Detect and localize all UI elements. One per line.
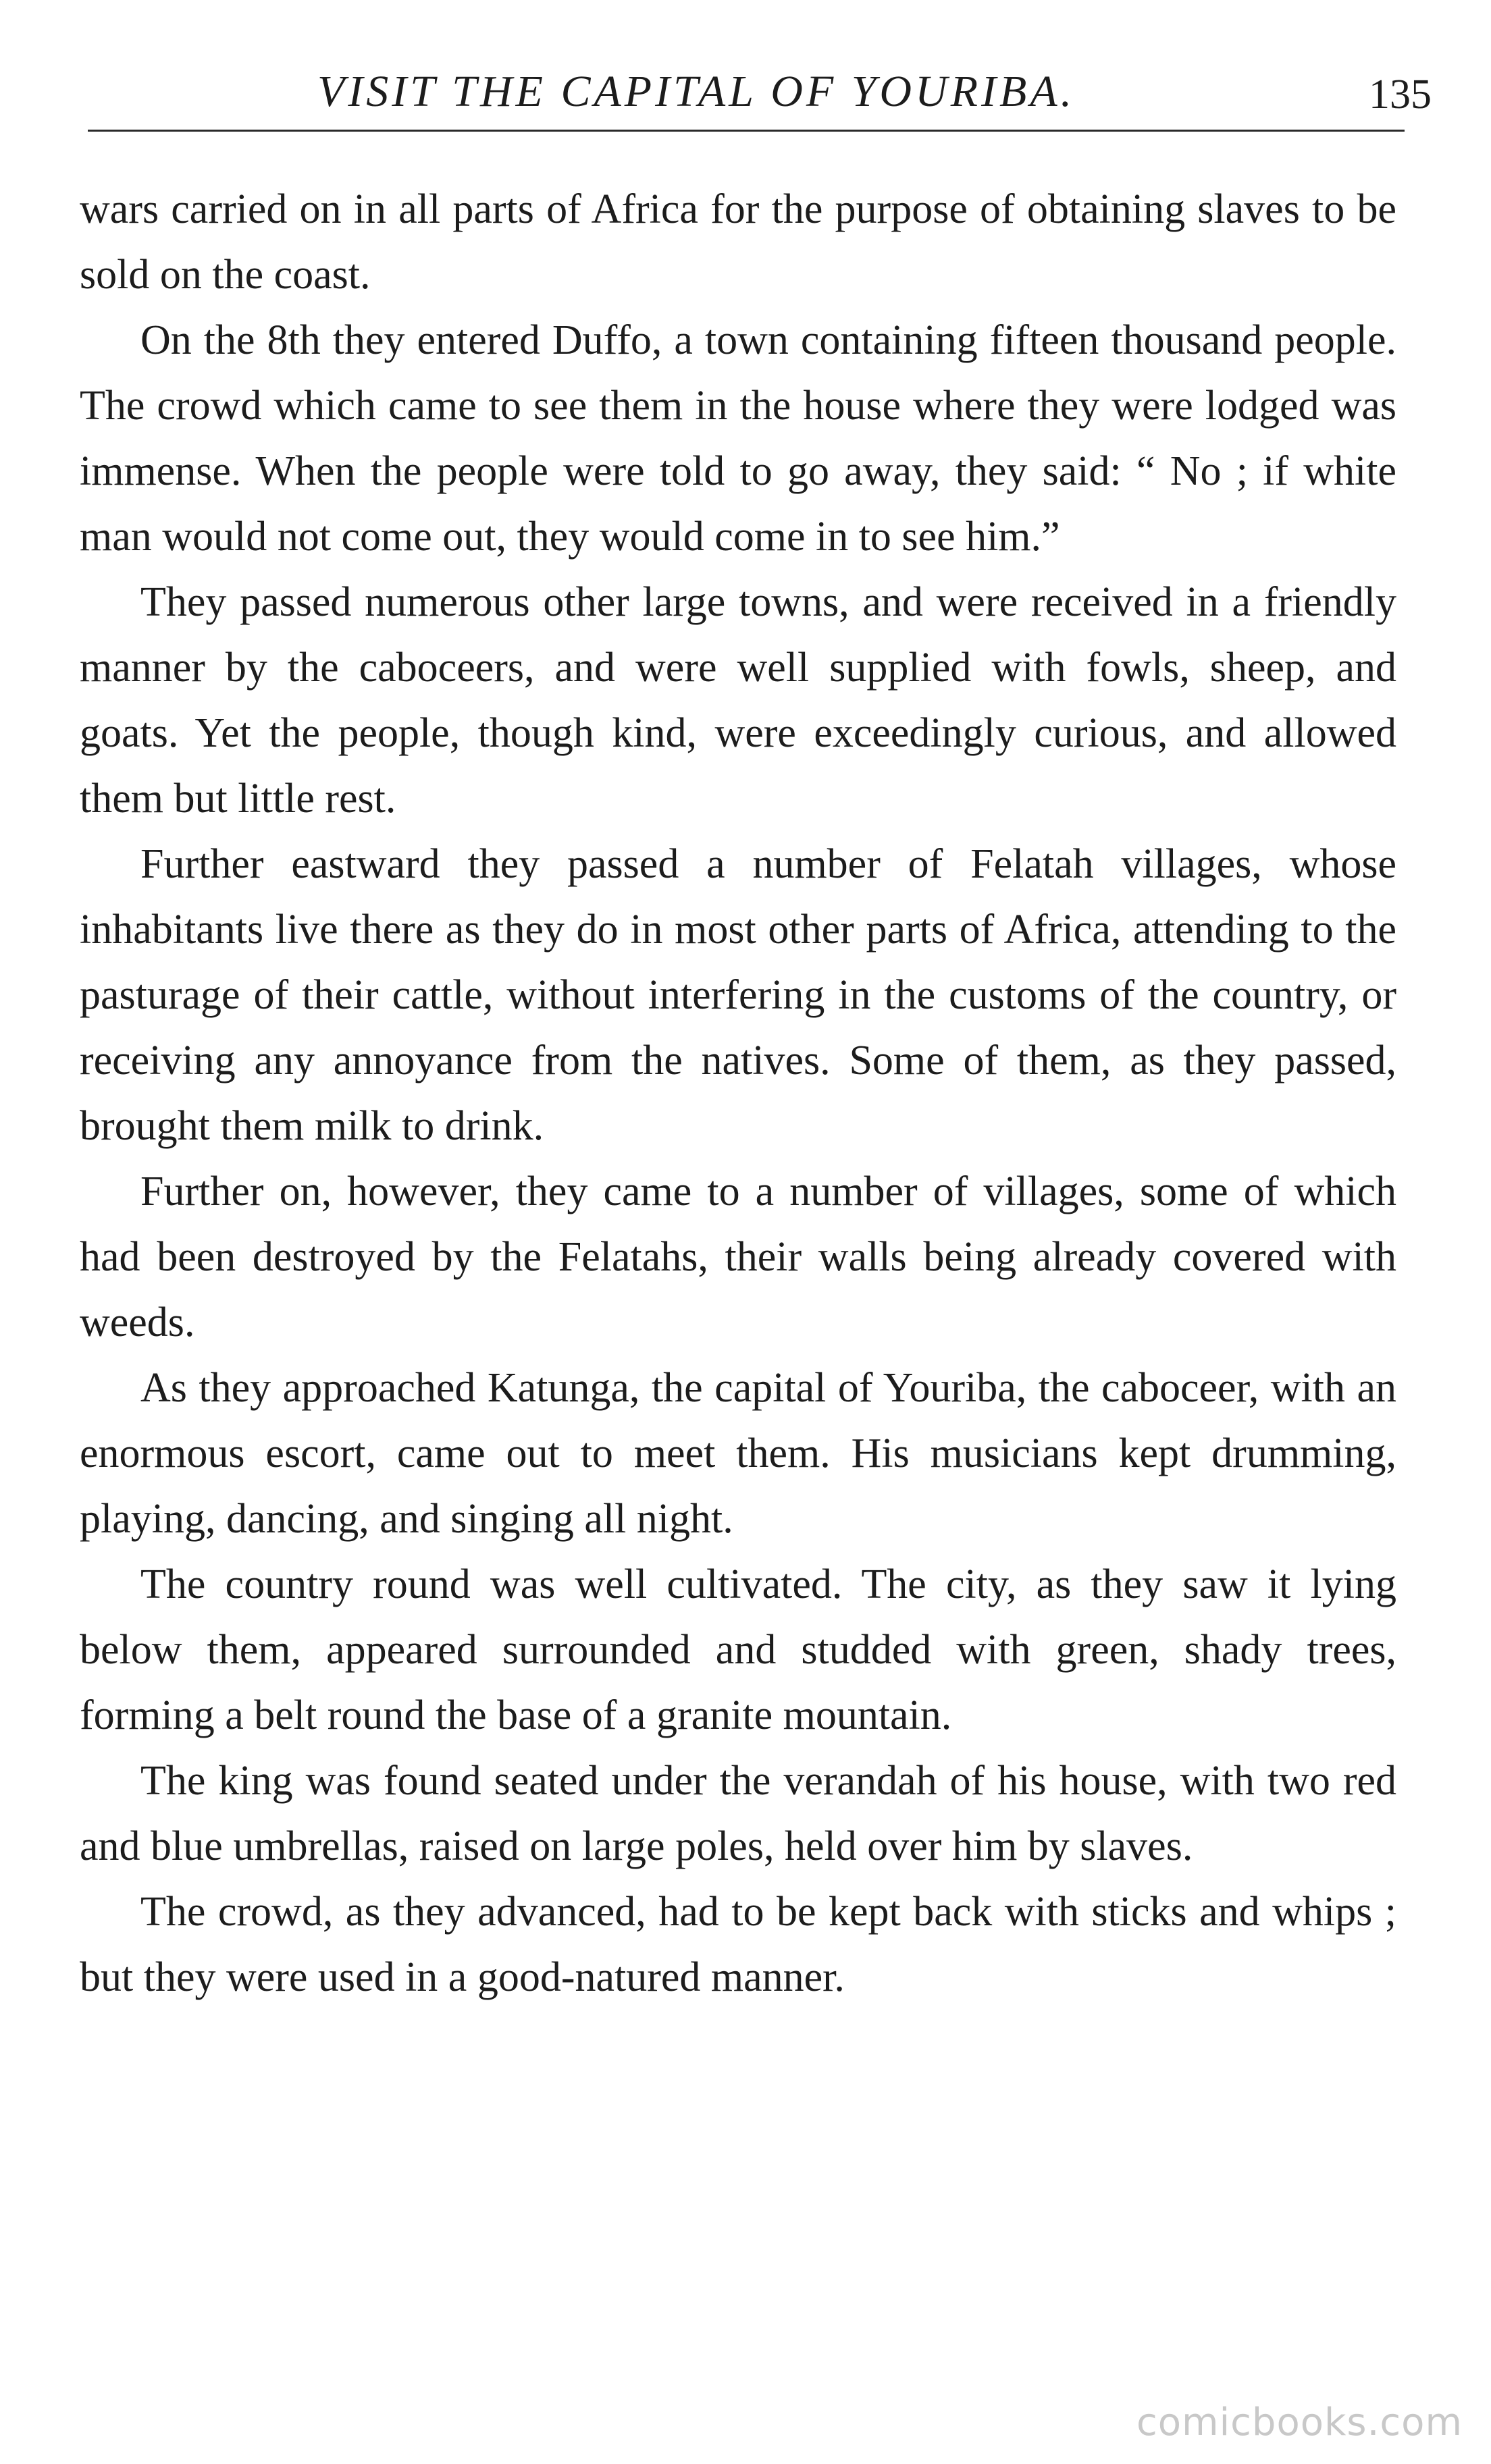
paragraph-8: The king was found seated under the verandah of his house, with two red and blue umbrellas, raised on large poles, held over him by slaves. bbox=[80, 1758, 1396, 1869]
paragraph-7: The country round was well cultivated. The city, as they saw it lying below them, appeared surrounded and studded with green, shady trees, forming a belt round the base of a granite mountain. bbox=[80, 1561, 1396, 1738]
running-head bbox=[81, 65, 1432, 119]
paragraph-3: They passed numerous other large towns, and were received in a friendly manner by the caboceers, and were well supplied with fowls, sheep, and goats. Yet the people, though kind, were exceedingly curious, and allowed them but little rest. bbox=[80, 579, 1396, 822]
body-text bbox=[80, 177, 1396, 2010]
paragraph-1: wars carried on in all parts of Africa for the purpose of obtaining slaves to be sold on the coast. bbox=[80, 186, 1396, 298]
paragraph-5: Further on, however, they came to a number of villages, some of which had been destroyed by the Felatahs, their walls being already covered with weeds. bbox=[80, 1169, 1396, 1345]
running-title: VISIT THE CAPITAL OF YOURIBA. bbox=[317, 67, 1076, 116]
page-number: 135 bbox=[1369, 72, 1432, 117]
paragraph-9: The crowd, as they advanced, had to be kept back with sticks and whips ; but they were used in a good-natured manner. bbox=[80, 1889, 1396, 2000]
watermark: comicbooks.com bbox=[1136, 2401, 1463, 2444]
paragraph-2: On the 8th they entered Duffo, a town containing fifteen thousand people. The crowd which came to see them in the house where they were lodged was immense. When the people were told to go away, they said: “ No ; if white man would not come out, they would come in to see him.” bbox=[80, 317, 1396, 560]
header-rule bbox=[88, 130, 1405, 132]
paragraph-6: As they approached Katunga, the capital of Youriba, the caboceer, with an enormous escort, came out to meet them. His musicians kept drumming, playing, dancing, and singing all night. bbox=[80, 1365, 1396, 1542]
paragraph-4: Further eastward they passed a number of Felatah villages, whose inhabitants live there as they do in most other parts of Africa, attending to the pasturage of their cattle, without interfering in the customs of the country, or receiving any annoyance from the natives. Some of them, as they passed, brought them milk to drink. bbox=[80, 841, 1396, 1149]
